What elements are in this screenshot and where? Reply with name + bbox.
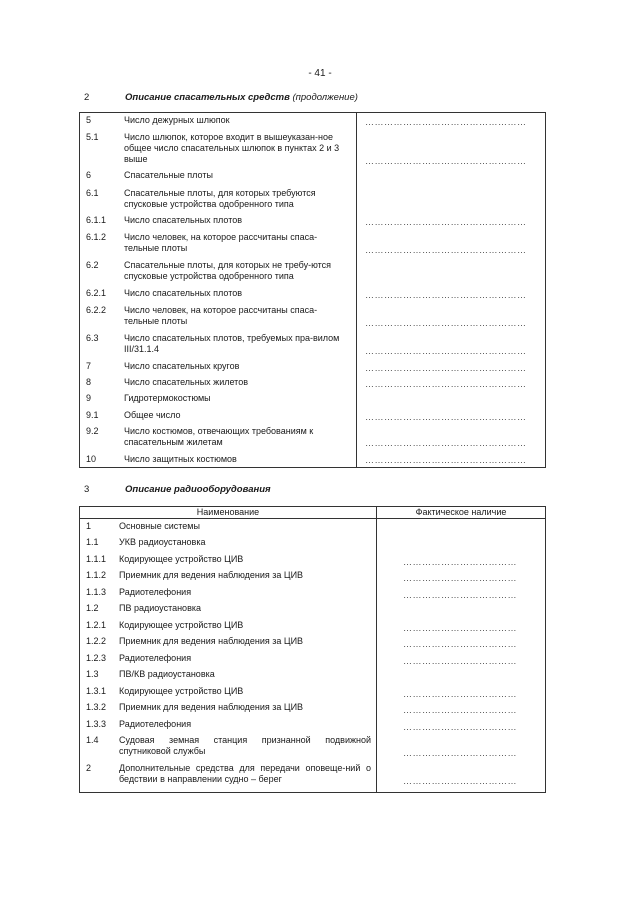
row-label: Спасательные плоты, для которых требуются спусковые устройства одобренного типа [124,188,316,209]
row-label: Число защитных костюмов [124,454,237,464]
row-label: Кодирующее устройство ЦИВ [119,620,244,630]
entry-field[interactable]: ……………………………… [403,705,517,715]
row-label: Радиотелефония [119,653,192,663]
entry-field[interactable]: …………………………………………… [365,363,527,373]
row-label: Приемник для ведения наблюдения за ЦИВ [119,702,304,712]
row-number: 6.2.1 [86,288,107,298]
row-number: 1.3.3 [86,719,107,729]
row-number: 7 [86,361,92,371]
row-label: Приемник для ведения наблюдения за ЦИВ [119,636,304,646]
row-number: 1.1.2 [86,570,107,580]
row-number: 1.1 [86,537,99,547]
entry-field[interactable]: …………………………………………… [365,379,527,389]
entry-field[interactable]: ……………………………… [403,557,517,567]
section-3-title: Описание радиооборудования [125,484,271,495]
row-number: 6.1.1 [86,215,107,225]
column-header-name: Наименование [196,507,260,517]
row-label: Основные системы [119,521,200,531]
row-number: 5 [86,115,92,125]
entry-field[interactable]: …………………………………………… [365,217,527,227]
row-number: 6.2.2 [86,305,107,315]
entry-field[interactable]: …………………………………………… [365,290,527,300]
row-number: 5.1 [86,132,99,142]
row-number: 6.3 [86,333,99,343]
section-3-number: 3 [84,484,90,495]
entry-field[interactable]: …………………………………………… [365,438,527,448]
entry-field[interactable]: …………………………………………… [365,318,527,328]
row-number: 6.2 [86,260,99,270]
entry-field[interactable]: ……………………………… [403,722,517,732]
section-2-title [125,92,358,103]
row-number: 1.3.1 [86,686,107,696]
row-number: 1.2.3 [86,653,107,663]
row-label: Число спасательных кругов [124,361,240,371]
entry-field[interactable]: ……………………………… [403,623,517,633]
section-2-title-text: Описание спасательных средств [125,92,290,103]
row-number: 9.2 [86,426,99,436]
row-number: 6 [86,170,92,180]
row-number: 6.1.2 [86,232,107,242]
entry-field[interactable]: …………………………………………… [365,117,527,127]
radio-equipment-table [79,506,546,793]
lifesaving-table [79,112,546,468]
row-label: Число шлюпок, которое входит в вышеуказан-ное общее число спасательных шлюпок в пунктах 2 и 3 выше [124,132,340,164]
row-label: Кодирующее устройство ЦИВ [119,554,244,564]
entry-field[interactable]: …………………………………………… [365,346,527,356]
page-number: - 41 - [308,68,332,79]
entry-field[interactable]: ……………………………… [403,689,517,699]
row-number: 8 [86,377,92,387]
row-label: Число спасательных жилетов [124,377,248,387]
row-number: 2 [86,763,92,773]
row-label: Спасательные плоты, для которых не требу-ются спусковые устройства одобренного типа [124,260,332,281]
row-label: Спасательные плоты [124,170,213,180]
row-number: 1.1.1 [86,554,107,564]
row-label: Число дежурных шлюпок [124,115,230,125]
row-label: Радиотелефония [119,587,192,597]
header-divider [80,518,545,519]
column-divider [356,113,357,467]
row-label: ПВ радиоустановка [119,603,201,613]
column-divider [376,507,377,792]
entry-field[interactable]: …………………………………………… [365,245,527,255]
row-label: Общее число [124,410,181,420]
row-label: Число спасательных плотов [124,288,243,298]
entry-field[interactable]: ……………………………… [403,639,517,649]
entry-field[interactable]: ……………………………… [403,776,517,786]
section-2-number: 2 [84,92,90,103]
entry-field[interactable]: ……………………………… [403,590,517,600]
row-number: 1.1.3 [86,587,107,597]
row-number: 1.2.2 [86,636,107,646]
row-number: 1.2 [86,603,99,613]
entry-field[interactable]: ……………………………… [403,573,517,583]
row-label: Число человек, на которое рассчитаны спаса-тельные плоты [124,305,318,326]
row-number: 6.1 [86,188,99,198]
row-label: Число человек, на которое рассчитаны спаса-тельные плоты [124,232,318,253]
row-label: УКВ радиоустановка [119,537,206,547]
row-number: 1.3.2 [86,702,107,712]
row-number: 1.3 [86,669,99,679]
row-number: 1 [86,521,92,531]
entry-field[interactable]: …………………………………………… [365,156,527,166]
entry-field[interactable]: ……………………………… [403,748,517,758]
row-label: Судовая земная станция признанной подвижной спутниковой службы [119,735,371,756]
row-label: Радиотелефония [119,719,192,729]
row-label: Дополнительные средства для передачи оповеще-ний о бедствии в направлении судно – берег [119,763,371,784]
entry-field[interactable]: …………………………………………… [365,455,527,465]
row-number: 9.1 [86,410,99,420]
row-label: Приемник для ведения наблюдения за ЦИВ [119,570,304,580]
row-number: 1.2.1 [86,620,107,630]
row-label: Число спасательных плотов [124,215,243,225]
row-label: ПВ/КВ радиоустановка [119,669,215,679]
row-number: 10 [86,454,97,464]
entry-field[interactable]: …………………………………………… [365,412,527,422]
row-label: Число костюмов, отвечающих требованиям к спасательным жилетам [124,426,314,447]
section-2-suffix: (продолжение) [292,92,358,103]
row-label: Число спасательных плотов, требуемых пра-вилом III/31.1.4 [124,333,340,354]
entry-field[interactable]: ……………………………… [403,656,517,666]
row-label: Гидротермокостюмы [124,393,211,403]
row-label: Кодирующее устройство ЦИВ [119,686,244,696]
row-number: 1.4 [86,735,99,745]
row-number: 9 [86,393,92,403]
column-header-actual: Фактическое наличие [415,507,507,517]
